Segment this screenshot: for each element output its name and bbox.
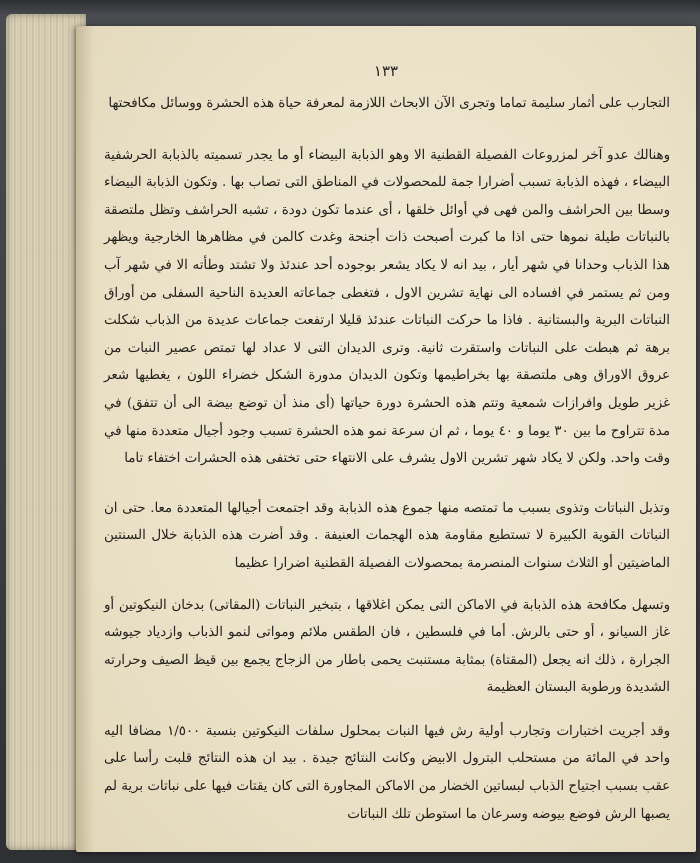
- paragraph-1: التجارب على أثمار سليمة تماما وتجرى الآن الابحاث اللازمة لمعرفة حياة هذه الحشرة ووسائل مكافحتها: [108, 96, 670, 111]
- book-page: [76, 26, 696, 852]
- page-text: [104, 90, 670, 828]
- book-page-edges: [6, 14, 86, 850]
- paragraph-4: وتسهل مكافحة هذه الذبابة في الاماكن التى يمكن اغلاقها ، بتبخير النباتات (المقاتى) بدخان النيكوتين أو غاز السيانو ، أو حتى بالرش. أما في فلسطين ، فان الطقس ملائم ومواتى لنمو الذباب وازدياد جيوشه الجرارة ، ذلك انه يجعل (المقتاة) بمثابة مستنبت يحمى باطار من الزجاج يجمع بين قيظ الصيف وحرارته الشديدة ورطوبة البستان العظيمة: [104, 597, 670, 696]
- page-number: ١٣٣: [373, 62, 399, 80]
- paragraph-2: وهنالك عدو آخر لمزروعات الفصيلة القطنية الا وهو الذبابة البيضاء أو ما يجدر تسميته بالذبابة الحرشفية البيضاء ، فهذه الذبابة تسبب أضرارا جمة للمحصولات في المناطق التى تصاب بها . وتكون الذبابة البيضاء وسطا بين الحراشف والمن فهى في أوائل خلقها ، أى عندما تكون دودة ، تشبه الحراشف وتظل ملتصقة بالنباتات طيلة نموها حتى اذا ما كبرت أصبحت ذات أجنحة وغدت كالمن في مظاهرها الخارجية ويظهر هذا الذباب وحدانا في شهر أيار ، بيد انه لا يكاد يشعر بوجوده أحد عندئذ ولا تشتد وطأته الا في شهر آب ومن ثم يستمر في افساده الى نهاية تشرين الاول ، فتغطى جماعاته العديدة الناحية السفلى من أوراق النباتات البرية والبستانية . فاذا ما حركت النباتات عندئذ قليلا ارتفعت جماعات عديدة من الذباب شكلت برهة ثم هبطت على النباتات واستقرت ثانية. وترى الديدان التى لا عداد لها تمتص عصير النبات من عروق الاوراق وهى ملتصقة بها بخراطيمها وتكون الديدان مدورة الشكل خضراء اللون ، يغطيها شعر غزير طويل وافرازات شمعية وتتم هذه الحشرة دورة حياتها (أى منذ أن توضع بيضة الى أن تتفق) في مدة تتراوح ما بين ٣٠ يوما و ٤٠ يوما ، ثم ان سرعة نمو هذه الحشرة تسبب وجود أجيال متعددة منها في وقت واحد. ولكن لا يكاد شهر تشرين الاول يشرف على الانتهاء حتى تختفى هذه الحشرات اختفاء تاما: [104, 147, 670, 467]
- paragraph-3: وتذبل النباتات وتذوى بسبب ما تمتصه منها جموع هذه الذبابة وقد اجتمعت أجيالها المتعددة معا. حتى ان النباتات القوية الكبيرة لا تستطيع مقاومة هذه الهجمات العنيفة . وقد أضرت هذه الذبابة خلال السنتين الماضيتين أو الثلاث سنوات المنصرمة بمحصولات الفصيلة القطنية اضرارا عظيما: [104, 500, 670, 571]
- scanner-top-edge: [0, 0, 700, 16]
- paragraph-5: وقد أجريت اختبارات وتجارب أولية رش فيها النبات بمحلول سلفات النيكوتين بنسبة ١/٥٠٠ مضافا اليه واحد في المائة من مستحلب البترول الابيض وكانت النتائج جيدة . بيد ان هذه النتائج قلبت رأسا على عقب بسبب اجتياح الذباب لبساتين الخضار من الاماكن المجاورة التى كان يقتات فيها على نباتات برية لم يصبها الرش فوضع بيوضه وسرعان ما استوطن تلك النباتات: [104, 723, 671, 822]
